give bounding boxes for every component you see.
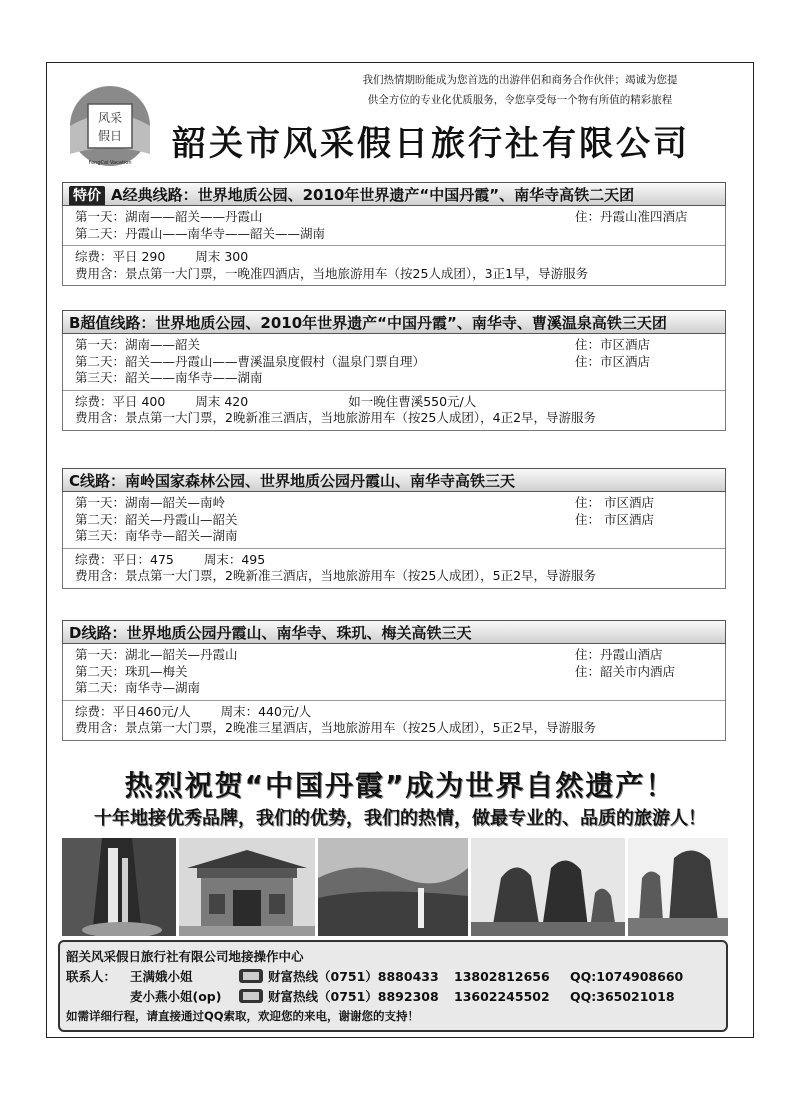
contact-row: 联系人： 王满娥小姐 财富热线（0751）8880433 13802812656 QQ:1074908660 <box>66 968 684 984</box>
route-b <box>62 310 726 431</box>
includes-line: 费用含：景点第一大门票，2晚新准三酒店，当地旅游用车（按25人成团），4正2早，导游服务 <box>75 410 597 425</box>
route-c <box>62 468 726 589</box>
svg-text:风采: 风采 <box>97 111 123 125</box>
route-title: 特价 A经典线路：世界地质公园、2010年世界遗产“中国丹霞”、南华寺高铁二天团 <box>62 182 726 206</box>
tagline-line-1: 我们热情期盼能成为您首选的出游伴侣和商务合作伙伴；竭诚为您提 <box>362 74 678 86</box>
mobile: 13602245502 <box>454 988 550 1004</box>
svg-text:FengCai Vacation: FengCai Vacation <box>88 160 132 166</box>
itinerary-day: 第二天：南华寺—湖南 <box>75 680 201 695</box>
price-line: 综费：平日460元/人 周末：440元/人 <box>75 703 312 719</box>
contact-note: 如需详细行程，请直接通过QQ索取，欢迎您的来电，谢谢您的支持！ <box>66 1009 420 1023</box>
itinerary-day: 第二天：韶关—丹霞山—韶关 住： 市区酒店 <box>75 511 654 527</box>
includes-line: 费用含：景点第一大门票，一晚准四酒店，当地旅游用车（按25人成团），3正1早，导游服务 <box>75 265 589 281</box>
qq: QQ:365021018 <box>570 988 675 1004</box>
mobile: 13802812656 <box>454 968 550 984</box>
route-a <box>62 182 726 286</box>
special-badge: 特价 <box>69 186 105 206</box>
main-slogan: 热烈祝贺“中国丹霞”成为世界自然遗产！ <box>124 769 676 802</box>
contact-name: 麦小燕小姐(op) <box>130 989 222 1004</box>
contact-row <box>66 986 720 1006</box>
phone-icon <box>238 968 264 984</box>
qq: QQ:1074908660 <box>570 968 684 984</box>
svg-text:假日: 假日 <box>97 129 123 143</box>
price-line: 综费：平日 290 周末 300 <box>75 249 249 264</box>
temple-gate-photo <box>179 838 315 936</box>
route-title: B超值线路：世界地质公园、2010年世界遗产“中国丹霞”、南华寺、曹溪温泉高铁三天团 <box>62 310 726 334</box>
phone-icon <box>238 988 264 1004</box>
itinerary-day: 第二天：珠玑—梅关 住：韶关市内酒店 <box>75 663 676 679</box>
route-d <box>62 620 726 741</box>
tagline-line-2: 供全方位的专业化优质服务，令您享受每一个物有所值的精彩旅程 <box>367 94 673 106</box>
rock-formation-photo <box>628 838 728 936</box>
itinerary-day: 第一天：湖南——韶关——丹霞山 住：丹霞山准四酒店 <box>75 209 688 224</box>
route-title: D线路：世界地质公园丹霞山、南华寺、珠玑、梅关高铁三天 <box>62 620 726 644</box>
price-line: 综费：平日：475 周末：495 <box>75 551 266 567</box>
includes-line: 费用含：景点第一大门票，2晚新准三酒店，当地旅游用车（按25人成团），5正2早，导游服务 <box>75 568 597 583</box>
itinerary-day: 第一天：湖南——韶关 住：市区酒店 <box>75 337 651 352</box>
mountain-waterfall-photo <box>318 838 468 936</box>
company-logo <box>62 84 160 170</box>
itinerary-day: 第一天：湖北—韶关—丹霞山 住：丹霞山酒店 <box>75 647 663 662</box>
includes-line: 费用含：景点第一大门票，2晚准三星酒店，当地旅游用车（按25人成团），5正2早，导游服务 <box>75 720 597 735</box>
itinerary-day: 第二天：丹霞山——南华寺——韶关——湖南 <box>75 225 326 241</box>
danxia-peaks-photo <box>471 838 625 936</box>
waterfall-photo <box>62 838 176 936</box>
itinerary-day: 第三天：韶关——南华寺——湖南 <box>75 370 263 385</box>
sub-slogan: 十年地接优秀品牌，我们的优势，我们的热情，做最专业的、品质的旅游人！ <box>94 808 706 829</box>
hotline: 财富热线（0751）8892308 <box>268 989 439 1004</box>
route-title: C线路：南岭国家森林公园、世界地质公园丹霞山、南华寺高铁三天 <box>62 468 726 492</box>
itinerary-day: 第一天：湖南—韶关—南岭 住： 市区酒店 <box>75 495 654 510</box>
contact-box <box>58 940 728 1032</box>
hotline: 财富热线（0751）8880433 <box>268 969 439 984</box>
itinerary-day: 第二天：韶关——丹霞山——曹溪温泉度假村（温泉门票自理） 住：市区酒店 <box>75 353 651 369</box>
contact-name: 王满娥小姐 <box>130 969 193 984</box>
photo-strip <box>62 838 728 936</box>
itinerary-day: 第三天：南华寺—韶关—湖南 <box>75 528 238 543</box>
company-name: 韶关市风采假日旅行社有限公司 <box>172 124 690 164</box>
operations-center: 韶关风采假日旅行社有限公司地接操作中心 <box>66 949 304 964</box>
price-line: 综费：平日 400 周末 420 如一晚住曹溪550元/人 <box>75 393 477 409</box>
